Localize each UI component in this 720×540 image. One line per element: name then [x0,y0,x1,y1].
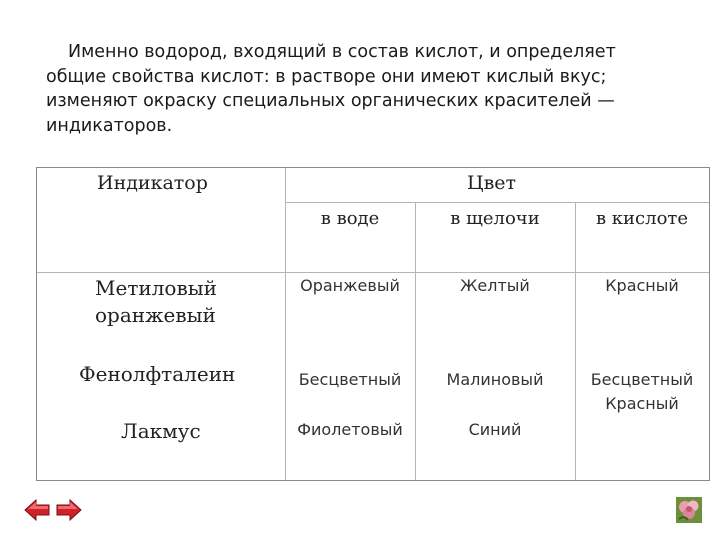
subheader-water: в воде [320,208,380,229]
arrow-left-icon[interactable] [24,497,50,523]
cell-acid-line: Красный [605,394,679,413]
intro-paragraph [46,40,696,138]
subheader-alkali: в щелочи [450,208,540,229]
subheader-acid: в кислоте [595,208,689,229]
cell-acid: Красный [605,276,679,295]
row-name-line: Метиловый [95,276,217,300]
cell-alkali: Желтый [460,276,530,295]
row-name-litmus: Лакмус [121,419,201,443]
grid-line [37,272,709,273]
intro-line-2: общие свойства кислот: в растворе они имеют кислый вкус; [46,66,607,87]
cell-water: Бесцветный [298,370,402,389]
row-name-phenolphthalein: Фенолфталеин [79,362,236,386]
cell-water: Оранжевый [300,276,400,295]
intro-line-4: индикаторов. [46,115,173,136]
header-indicator: Индикатор [97,172,208,194]
arrow-right-icon[interactable] [56,497,82,523]
cell-alkali: Синий [468,420,522,439]
flower-icon [676,497,702,523]
intro-line-3: изменяют окраску специальных органических красителей — [46,91,615,111]
intro-line-1: Именно водород, входящий в состав кислот, и определяет [68,42,616,62]
header-color: Цвет [467,172,517,194]
grid-line [285,202,709,203]
grid-line [575,202,576,480]
indicator-table [36,167,710,481]
cell-acid-line: Бесцветный [590,370,694,389]
row-name-line: оранжевый [95,303,216,327]
cell-alkali: Малиновый [446,370,544,389]
row-name-methyl-orange [95,275,217,329]
cell-acid [575,368,709,416]
cell-water: Фиолетовый [297,420,403,439]
